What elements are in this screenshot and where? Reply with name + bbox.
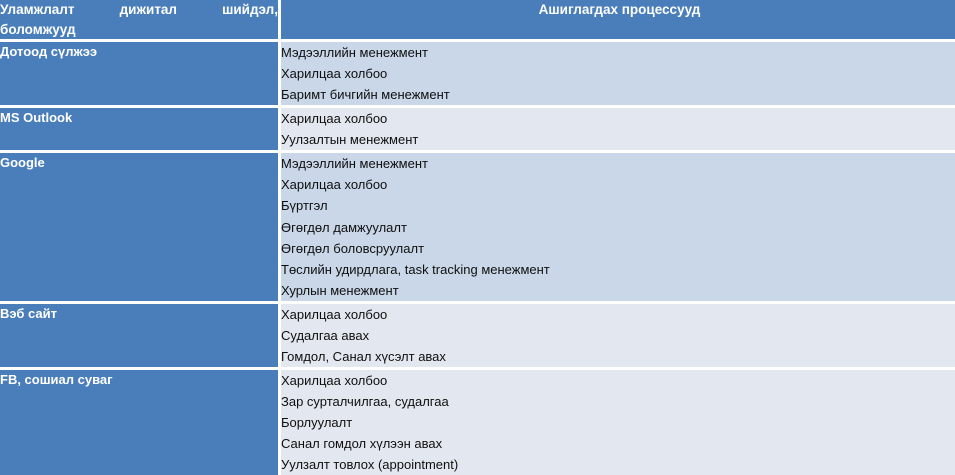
list-item: Төслийн удирдлага, task tracking менежмент	[281, 259, 955, 280]
table-header-row	[0, 0, 955, 41]
list-item: Харилцаа холбоо	[281, 63, 955, 84]
list-item: Санал гомдол хүлээн авах	[281, 433, 955, 454]
table-row	[0, 152, 955, 302]
list-item: Судалгаа авах	[281, 325, 955, 346]
table-row	[0, 302, 955, 368]
row-items-intranet	[280, 41, 955, 107]
list-item: Баримт бичгийн менежмент	[281, 84, 955, 105]
list-item: Мэдээллийн менежмент	[281, 153, 955, 174]
row-items-ms-outlook	[280, 107, 955, 152]
table-row	[0, 41, 955, 107]
row-items-facebook-social	[280, 368, 955, 475]
list-item: Гомдол, Санал хүсэлт авах	[281, 346, 955, 367]
list-item: Харилцаа холбоо	[281, 304, 955, 325]
row-label-google: Google	[0, 152, 280, 302]
row-items-google	[280, 152, 955, 302]
header-cell-processes: Ашиглагдах процессууд	[280, 0, 955, 41]
header-solutions-line2: боломжууд	[0, 20, 278, 40]
row-label-facebook-social: FB, сошиал суваг	[0, 368, 280, 475]
table-row	[0, 368, 955, 475]
list-item: Хурлын менежмент	[281, 280, 955, 301]
row-items-website	[280, 302, 955, 368]
header-solutions-line1: Уламжлалт дижитал шийдэл,	[0, 0, 278, 20]
row-label-intranet: Дотоод сүлжээ	[0, 41, 280, 107]
table-row	[0, 107, 955, 152]
header-cell-solutions	[0, 0, 280, 41]
list-item: Уулзалт товлох (appointment)	[281, 454, 955, 475]
list-item: Харилцаа холбоо	[281, 108, 955, 129]
list-item: Уулзалтын менежмент	[281, 129, 955, 150]
row-label-ms-outlook: MS Outlook	[0, 107, 280, 152]
list-item: Харилцаа холбоо	[281, 174, 955, 195]
row-label-website: Вэб сайт	[0, 302, 280, 368]
list-item: Бүртгэл	[281, 195, 955, 216]
list-item: Зар сурталчилгаа, судалгаа	[281, 391, 955, 412]
list-item: Өгөгдөл боловсруулалт	[281, 238, 955, 259]
list-item: Мэдээллийн менежмент	[281, 42, 955, 63]
list-item: Өгөгдөл дамжуулалт	[281, 217, 955, 238]
list-item: Борлуулалт	[281, 412, 955, 433]
list-item: Харилцаа холбоо	[281, 370, 955, 391]
